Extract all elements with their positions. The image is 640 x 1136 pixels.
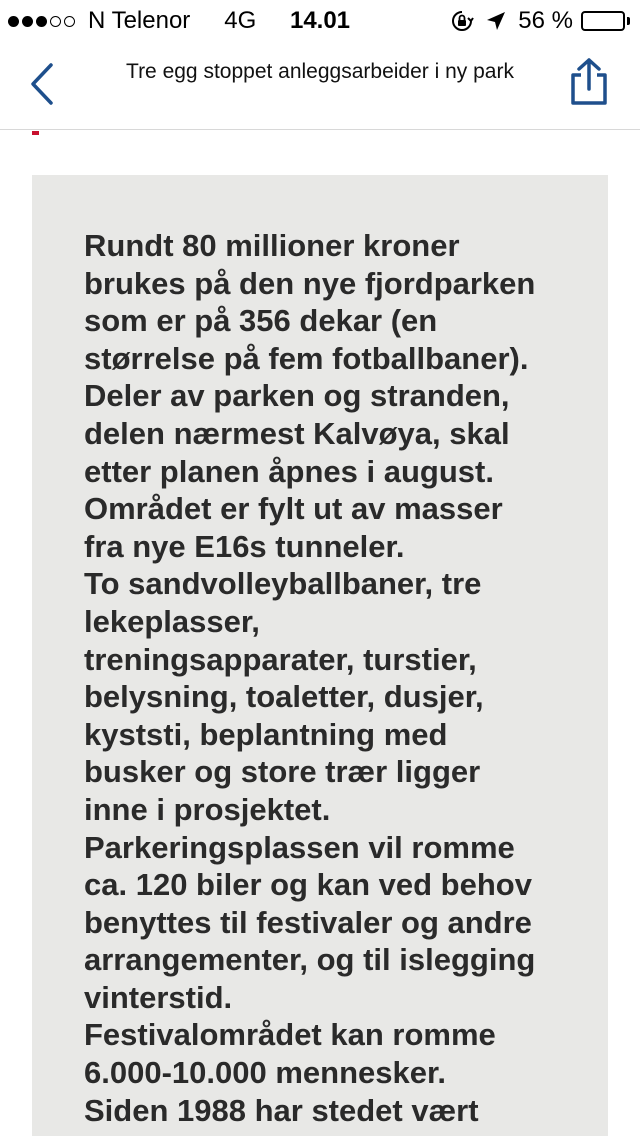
back-button[interactable] — [22, 56, 62, 112]
battery-icon — [581, 11, 630, 31]
fact-line: lekeplasser, — [84, 603, 260, 639]
fact-line: Festivalområdet kan romme — [84, 1017, 496, 1053]
fact-line: belysning, toaletter, dusjer, — [84, 679, 484, 715]
chevron-left-icon — [29, 62, 55, 106]
fact-line: arrangementer, og til islegging — [84, 942, 536, 978]
fact-line: Siden 1988 har stedet vært — [84, 1092, 479, 1128]
fact-line: To sandvolleyballbaner, tre — [84, 566, 482, 602]
location-arrow-icon — [486, 11, 506, 31]
clock: 14.01 — [289, 7, 351, 34]
fact-line: busker og store trær ligger — [84, 754, 481, 790]
fact-line: benyttes til festivaler og andre — [84, 904, 532, 940]
fact-box-text — [84, 227, 568, 1129]
fact-line: delen nærmest Kalvøya, skal — [84, 415, 510, 451]
navigation-bar — [0, 40, 640, 130]
fact-line: treningsapparater, turstier, — [84, 641, 477, 677]
status-right — [450, 7, 630, 35]
fact-line: Deler av parken og stranden, — [84, 378, 510, 414]
fact-line: ca. 120 biler og kan ved behov — [84, 867, 532, 903]
section-accent-bar — [32, 131, 39, 135]
fact-line: Parkeringsplassen vil romme — [84, 829, 515, 865]
fact-line: kyststi, beplantning med — [84, 716, 448, 752]
battery-body — [581, 11, 625, 31]
fact-line: Rundt 80 millioner kroner — [84, 228, 460, 263]
share-button[interactable] — [564, 54, 614, 110]
fact-line: vinterstid. — [84, 979, 233, 1015]
fact-line: størrelse på fem fotballbaner). — [84, 340, 529, 376]
article-content[interactable] — [0, 131, 640, 1136]
carrier-name: N Telenor — [88, 7, 191, 34]
status-bar — [0, 0, 640, 40]
fact-line: Området er fylt ut av masser — [84, 491, 503, 527]
battery-nub — [627, 17, 630, 25]
share-icon — [567, 57, 611, 107]
fact-line: 6.000-10.000 mennesker. — [84, 1055, 446, 1091]
fact-box — [32, 175, 608, 1136]
network-type: 4G — [224, 7, 257, 34]
rotation-lock-icon — [450, 9, 474, 33]
fact-line: inne i prosjektet. — [84, 791, 331, 827]
fact-line: som er på 356 dekar (en — [84, 303, 438, 339]
page-title: Tre egg stoppet anleggsarbeider i ny park — [126, 60, 514, 83]
battery-percent: 56 % — [518, 7, 573, 34]
fact-line: brukes på den nye fjordparken — [84, 265, 536, 301]
fact-line: fra nye E16s tunneler. — [84, 528, 405, 564]
fact-line: etter planen åpnes i august. — [84, 453, 494, 489]
